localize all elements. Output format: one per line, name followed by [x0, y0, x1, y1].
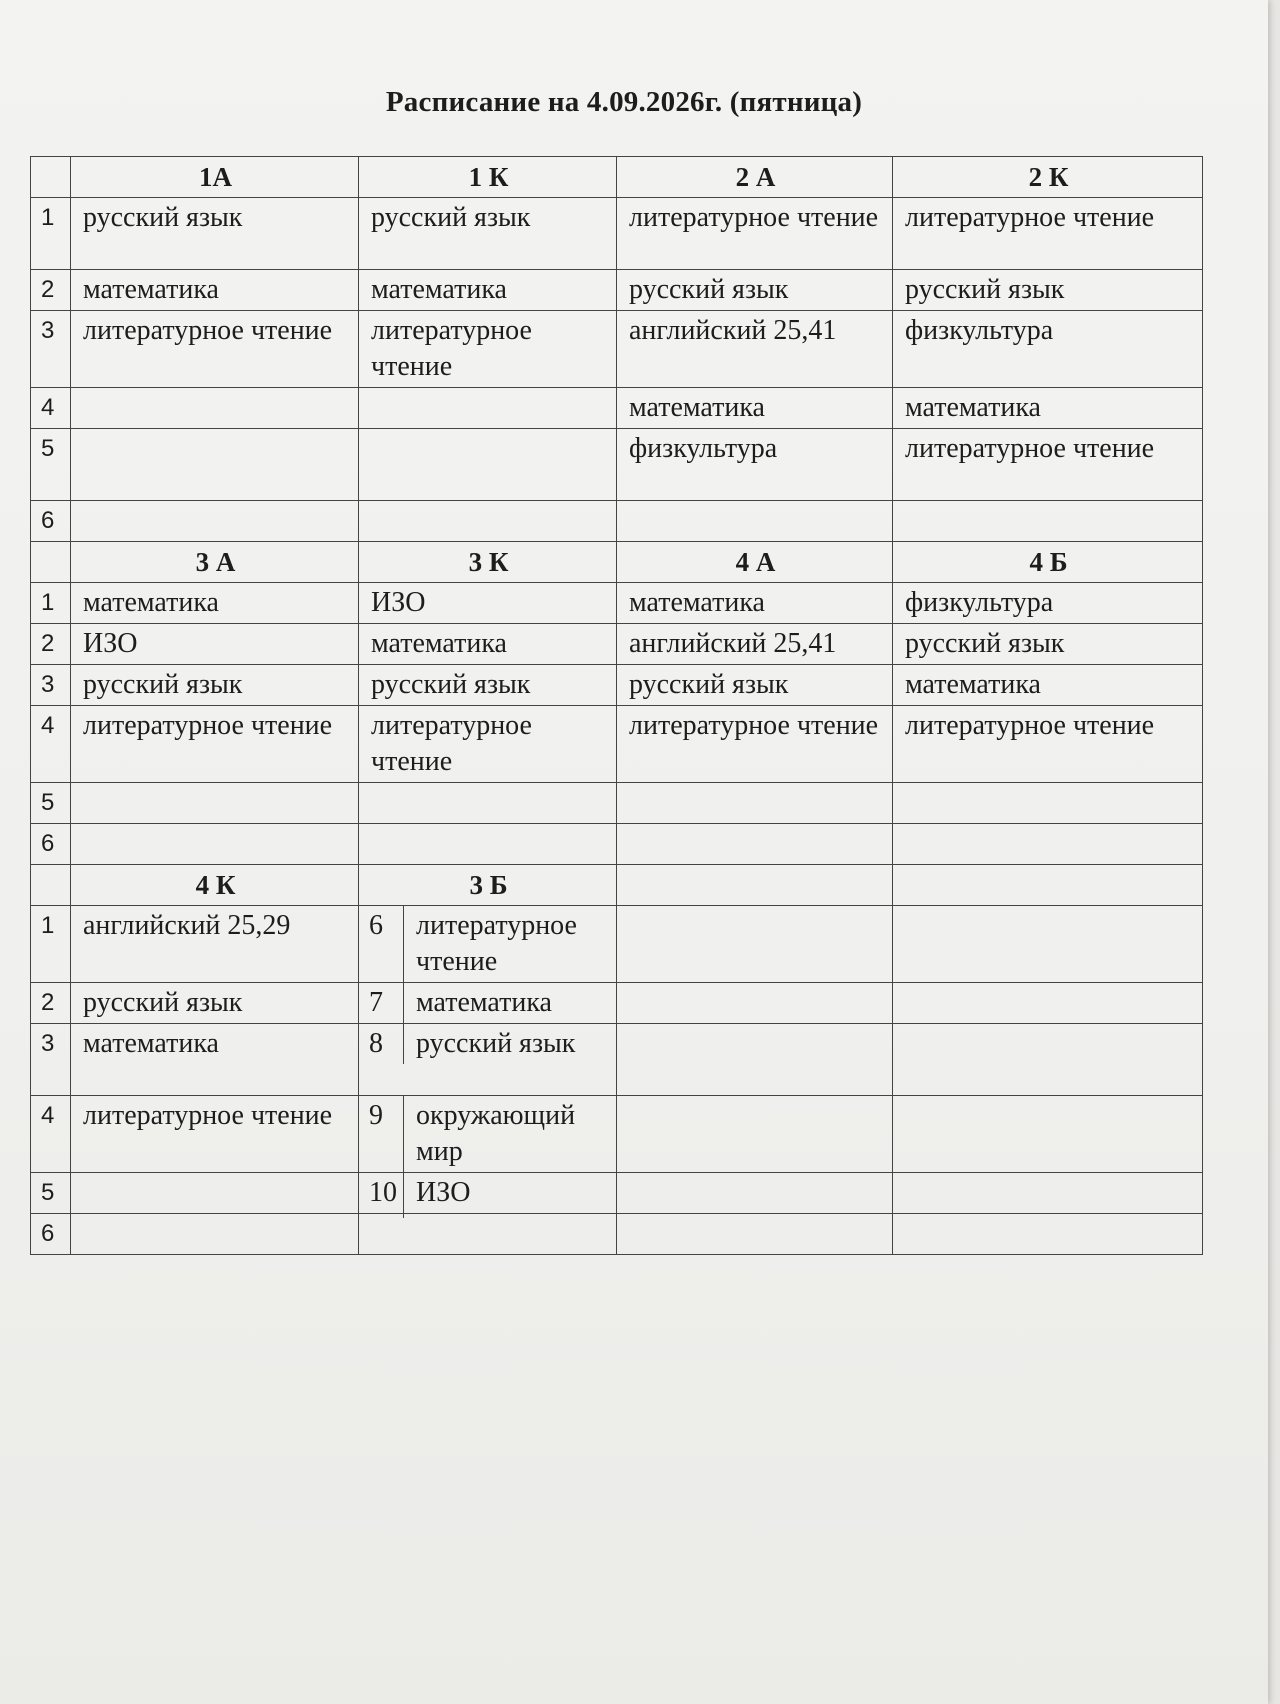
class-header-row — [31, 157, 1203, 198]
class-header: 1А — [71, 157, 359, 198]
lesson-row — [31, 906, 1203, 983]
lesson-row — [31, 1214, 1203, 1255]
lesson-subject: русский язык — [617, 270, 893, 311]
subgroup-cell — [359, 1173, 617, 1214]
class-header-row — [31, 542, 1203, 583]
lesson-subject: математика — [359, 270, 617, 311]
lesson-subject: русский язык — [71, 983, 359, 1024]
corner-cell — [31, 542, 71, 583]
lesson-subject — [893, 1173, 1203, 1214]
lesson-subject: физкультура — [893, 583, 1203, 624]
lesson-subject: русский язык — [359, 198, 617, 270]
lesson-subject: математика — [893, 388, 1203, 429]
lesson-subject — [893, 1214, 1203, 1255]
subgroup-cell — [359, 1096, 617, 1173]
lesson-subject: русский язык — [617, 665, 893, 706]
subgroup-cell — [359, 1214, 617, 1255]
lesson-number: 5 — [31, 429, 71, 501]
subgroup-lesson-number: 8 — [359, 1024, 404, 1064]
lesson-subject — [617, 824, 893, 865]
subgroup-lesson-subject: окружающий мир — [416, 1100, 576, 1167]
lesson-subject — [71, 783, 359, 824]
lesson-number: 4 — [31, 388, 71, 429]
subgroup-lesson-number: 7 — [359, 983, 404, 1023]
lesson-number: 5 — [31, 783, 71, 824]
lesson-subject — [617, 1173, 893, 1214]
lesson-number: 3 — [31, 665, 71, 706]
lesson-subject: литературное чтение — [893, 706, 1203, 783]
lesson-subject — [617, 983, 893, 1024]
lesson-subject — [617, 1096, 893, 1173]
lesson-row — [31, 501, 1203, 542]
class-header: 4 К — [71, 865, 359, 906]
lesson-subject — [893, 983, 1203, 1024]
class-header: 3 А — [71, 542, 359, 583]
subgroup-lesson-subject: литературное чтение — [416, 910, 577, 977]
subgroup-lesson-number: 6 — [359, 906, 404, 982]
lesson-subject — [617, 1024, 893, 1096]
subgroup-cell — [359, 983, 617, 1024]
lesson-subject — [617, 783, 893, 824]
lesson-row — [31, 311, 1203, 388]
lesson-subject — [893, 501, 1203, 542]
lesson-subject — [893, 906, 1203, 983]
lesson-subject: литературное чтение — [71, 311, 359, 388]
subgroup-lesson-subject: ИЗО — [416, 1177, 471, 1208]
lesson-number: 5 — [31, 1173, 71, 1214]
lesson-number: 1 — [31, 906, 71, 983]
subgroup-lesson-number: 10 — [359, 1173, 404, 1213]
class-header: 4 Б — [893, 542, 1203, 583]
lesson-subject: математика — [893, 665, 1203, 706]
class-header-row — [31, 865, 1203, 906]
lesson-subject — [893, 1024, 1203, 1096]
lesson-subject: литературное чтение — [359, 706, 617, 783]
lesson-subject: литературное чтение — [617, 706, 893, 783]
lesson-subject — [71, 429, 359, 501]
lesson-row — [31, 624, 1203, 665]
lesson-number: 6 — [31, 824, 71, 865]
lesson-subject: русский язык — [893, 624, 1203, 665]
lesson-subject: русский язык — [71, 198, 359, 270]
lesson-subject — [617, 501, 893, 542]
class-header: 3 Б — [359, 865, 617, 906]
lesson-subject: литературное чтение — [71, 706, 359, 783]
lesson-subject: литературное чтение — [617, 198, 893, 270]
class-header: 2 А — [617, 157, 893, 198]
lesson-row — [31, 1096, 1203, 1173]
subgroup-lesson-subject: математика — [416, 987, 552, 1018]
lesson-number: 3 — [31, 311, 71, 388]
corner-cell — [31, 865, 71, 906]
lesson-number: 1 — [31, 198, 71, 270]
lesson-row — [31, 1173, 1203, 1214]
class-header: 1 К — [359, 157, 617, 198]
page-title: Расписание на 4.09.2026г. (пятница) — [385, 86, 863, 118]
schedule-table — [30, 156, 1203, 1255]
lesson-row — [31, 583, 1203, 624]
lesson-subject — [893, 824, 1203, 865]
lesson-subject: ИЗО — [71, 624, 359, 665]
lesson-subject: английский 25,41 — [617, 624, 893, 665]
lesson-subject: физкультура — [617, 429, 893, 501]
subgroup-lesson-number — [359, 1214, 404, 1218]
subgroup-lesson-subject — [404, 1214, 617, 1218]
lesson-subject — [71, 1173, 359, 1214]
lesson-subject: математика — [359, 624, 617, 665]
lesson-subject: математика — [71, 1024, 359, 1096]
lesson-subject: литературное чтение — [893, 429, 1203, 501]
lesson-subject: математика — [71, 270, 359, 311]
lesson-number: 2 — [31, 624, 71, 665]
lesson-row — [31, 388, 1203, 429]
lesson-number: 1 — [31, 583, 71, 624]
lesson-row — [31, 824, 1203, 865]
lesson-subject — [71, 388, 359, 429]
lesson-subject: литературное чтение — [893, 198, 1203, 270]
lesson-number: 4 — [31, 706, 71, 783]
lesson-subject: математика — [617, 388, 893, 429]
lesson-subject: литературное чтение — [71, 1096, 359, 1173]
lesson-subject — [617, 906, 893, 983]
lesson-number: 6 — [31, 501, 71, 542]
lesson-subject: математика — [617, 583, 893, 624]
lesson-number: 6 — [31, 1214, 71, 1255]
lesson-subject: русский язык — [71, 665, 359, 706]
subgroup-cell — [359, 1024, 617, 1096]
corner-cell — [31, 157, 71, 198]
class-header: 4 А — [617, 542, 893, 583]
lesson-row — [31, 1024, 1203, 1096]
lesson-row — [31, 983, 1203, 1024]
class-header — [617, 865, 893, 906]
lesson-row — [31, 706, 1203, 783]
lesson-subject — [893, 1096, 1203, 1173]
lesson-row — [31, 665, 1203, 706]
lesson-subject: литературное чтение — [359, 311, 617, 388]
lesson-subject: русский язык — [893, 270, 1203, 311]
lesson-subject — [71, 1214, 359, 1255]
subgroup-lesson-subject: русский язык — [416, 1028, 576, 1059]
class-header — [893, 865, 1203, 906]
lesson-subject — [71, 824, 359, 865]
lesson-subject — [617, 1214, 893, 1255]
lesson-subject — [359, 388, 617, 429]
lesson-number: 3 — [31, 1024, 71, 1096]
lesson-number: 2 — [31, 983, 71, 1024]
lesson-row — [31, 783, 1203, 824]
lesson-number: 4 — [31, 1096, 71, 1173]
lesson-subject: ИЗО — [359, 583, 617, 624]
subgroup-lesson-number: 9 — [359, 1096, 404, 1172]
lesson-subject — [359, 429, 617, 501]
class-header: 3 К — [359, 542, 617, 583]
lesson-subject — [359, 783, 617, 824]
class-header: 2 К — [893, 157, 1203, 198]
lesson-row — [31, 429, 1203, 501]
lesson-number: 2 — [31, 270, 71, 311]
lesson-row — [31, 270, 1203, 311]
lesson-subject — [71, 501, 359, 542]
lesson-subject: физкультура — [893, 311, 1203, 388]
lesson-subject — [359, 824, 617, 865]
lesson-subject: русский язык — [359, 665, 617, 706]
lesson-subject — [359, 501, 617, 542]
lesson-subject: английский 25,29 — [71, 906, 359, 983]
lesson-subject: английский 25,41 — [617, 311, 893, 388]
lesson-subject: математика — [71, 583, 359, 624]
lesson-subject — [893, 783, 1203, 824]
lesson-row — [31, 198, 1203, 270]
subgroup-cell — [359, 906, 617, 983]
